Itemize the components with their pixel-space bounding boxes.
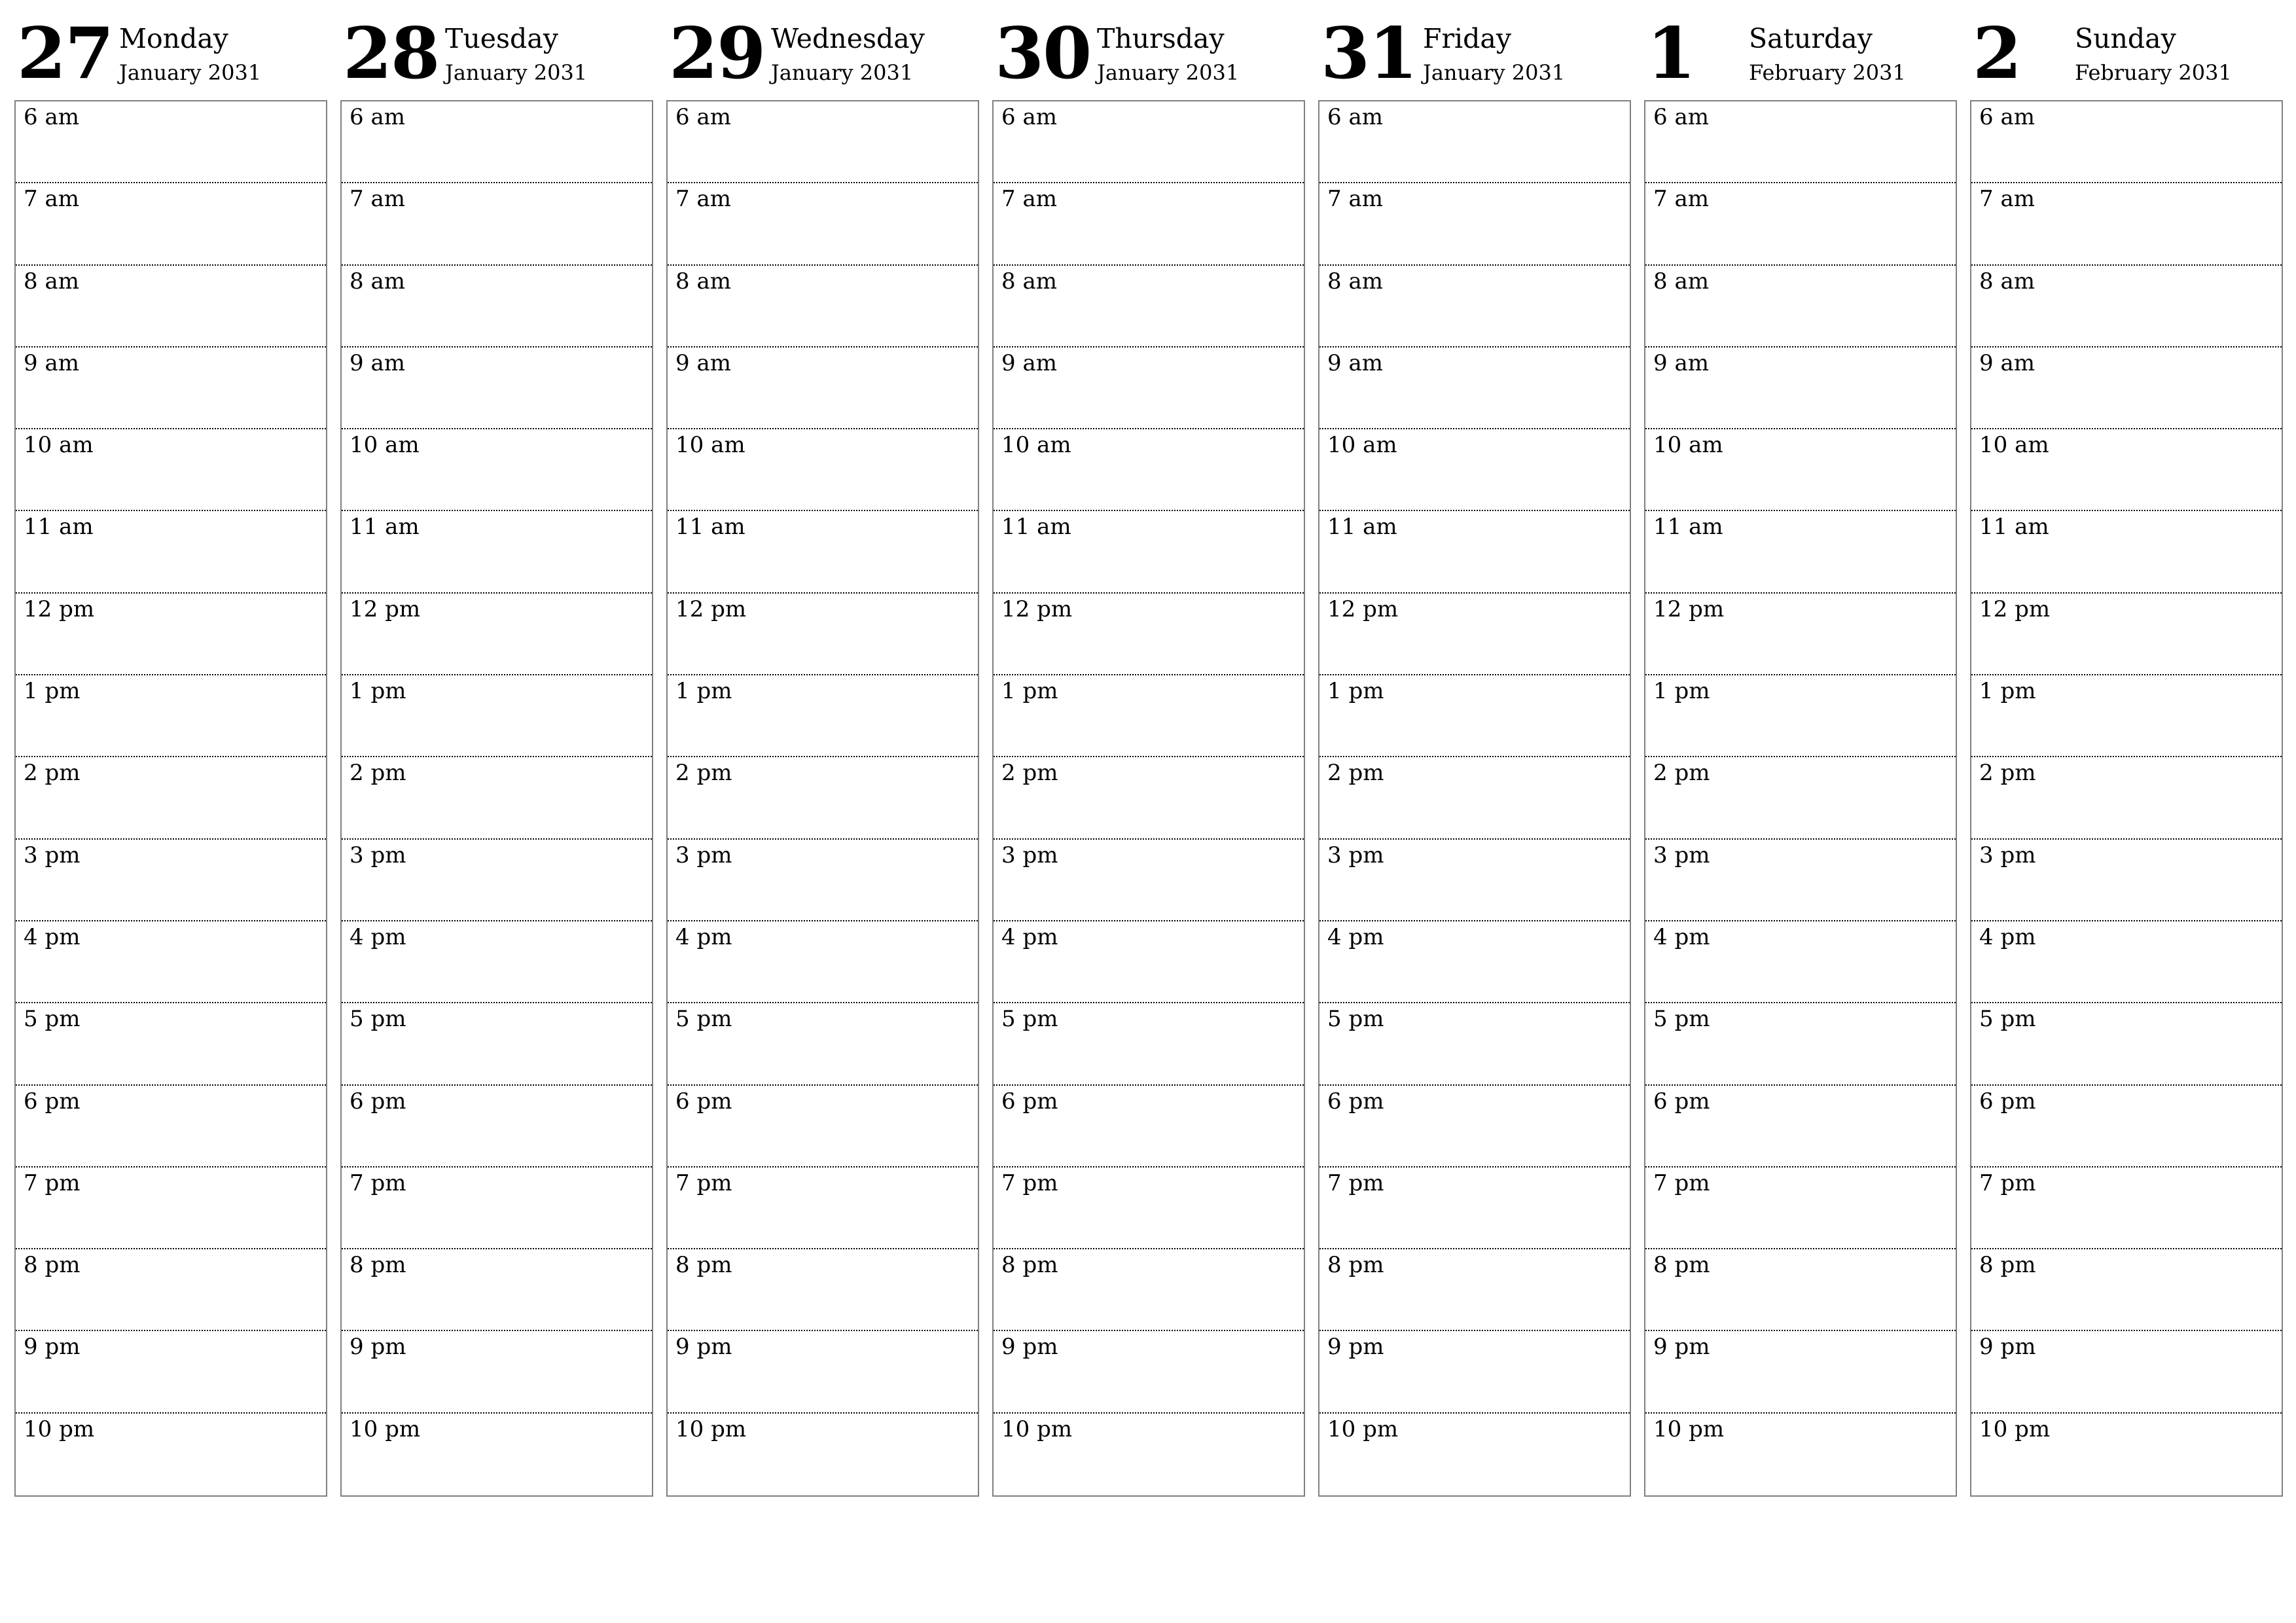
time-label: 3 pm [1653, 842, 1710, 868]
time-label: 9 pm [675, 1334, 732, 1361]
time-label: 6 am [1001, 104, 1057, 130]
time-slot[interactable] [994, 594, 1304, 675]
time-label: 7 pm [1001, 1169, 1058, 1196]
time-slot[interactable] [16, 183, 326, 265]
time-label: 6 am [1327, 104, 1383, 130]
time-slot[interactable] [1645, 348, 1956, 429]
time-slot[interactable] [16, 1249, 326, 1331]
time-slot[interactable] [342, 1414, 652, 1495]
time-slot[interactable] [1971, 1414, 2282, 1495]
time-label: 1 pm [1327, 678, 1384, 705]
time-label: 2 pm [24, 760, 81, 787]
time-label: 6 pm [24, 1088, 81, 1115]
day-header [666, 0, 979, 100]
time-slot[interactable] [668, 675, 978, 757]
time-slot[interactable] [668, 1168, 978, 1249]
time-slot[interactable] [342, 1168, 652, 1249]
time-slot[interactable] [1645, 1086, 1956, 1168]
time-label: 10 pm [1001, 1416, 1073, 1442]
time-label: 10 am [1653, 432, 1723, 459]
time-label: 8 pm [1653, 1252, 1710, 1279]
time-slot[interactable] [994, 183, 1304, 265]
time-label: 8 pm [1979, 1252, 2036, 1279]
time-label: 6 pm [675, 1088, 732, 1115]
time-slot[interactable] [994, 1249, 1304, 1331]
time-slot[interactable] [1971, 594, 2282, 675]
time-label: 5 pm [1001, 1006, 1058, 1033]
time-label: 4 pm [1327, 923, 1384, 950]
time-label: 4 pm [1979, 923, 2036, 950]
time-label: 8 pm [1327, 1252, 1384, 1279]
time-label: 5 pm [24, 1006, 81, 1033]
day-number: 30 [995, 12, 1091, 95]
time-label: 2 pm [1327, 760, 1384, 787]
time-label: 10 pm [1653, 1416, 1725, 1442]
time-label: 2 pm [350, 760, 406, 787]
time-label: 8 am [1979, 268, 2035, 294]
time-slot[interactable] [994, 511, 1304, 593]
day-number: 1 [1647, 12, 1695, 95]
time-slot[interactable] [1645, 840, 1956, 921]
time-label: 8 am [350, 268, 405, 294]
time-slot[interactable] [342, 183, 652, 265]
hour-grid [666, 100, 979, 1497]
time-slot[interactable] [1971, 348, 2282, 429]
time-slot[interactable] [994, 266, 1304, 348]
time-slot[interactable] [668, 266, 978, 348]
time-label: 9 pm [24, 1334, 81, 1361]
day-header [1970, 0, 2283, 100]
time-slot[interactable] [1645, 1331, 1956, 1413]
time-slot[interactable] [668, 594, 978, 675]
weekday-name: Thursday [1097, 23, 1225, 54]
month-year: January 2031 [771, 60, 914, 85]
time-label: 5 pm [1327, 1006, 1384, 1033]
time-slot[interactable] [1971, 266, 2282, 348]
time-slot[interactable] [668, 429, 978, 511]
time-label: 7 am [24, 186, 79, 213]
time-slot[interactable] [1971, 183, 2282, 265]
time-slot[interactable] [994, 840, 1304, 921]
time-label: 7 pm [1979, 1169, 2036, 1196]
time-slot[interactable] [1645, 266, 1956, 348]
time-label: 3 pm [24, 842, 81, 868]
time-label: 11 am [24, 514, 94, 541]
time-slot[interactable] [1645, 921, 1956, 1003]
time-label: 6 am [1653, 104, 1709, 130]
time-label: 8 am [1653, 268, 1709, 294]
time-label: 12 pm [24, 596, 95, 622]
time-label: 9 am [675, 349, 731, 376]
time-slot[interactable] [1645, 757, 1956, 839]
time-label: 3 pm [1327, 842, 1384, 868]
weekday-name: Wednesday [771, 23, 925, 54]
time-label: 5 pm [1653, 1006, 1710, 1033]
time-label: 3 pm [675, 842, 732, 868]
time-label: 10 am [1327, 432, 1397, 459]
time-slot[interactable] [1971, 675, 2282, 757]
time-label: 6 am [675, 104, 731, 130]
time-slot[interactable] [994, 1331, 1304, 1413]
time-slot[interactable] [1971, 921, 2282, 1003]
day-column-thursday [992, 0, 1305, 1442]
time-label: 3 pm [1001, 842, 1058, 868]
time-slot[interactable] [342, 921, 652, 1003]
time-label: 7 am [350, 186, 405, 213]
time-label: 7 am [1001, 186, 1057, 213]
hour-grid [340, 100, 653, 1497]
time-slot[interactable] [342, 1086, 652, 1168]
time-label: 9 am [350, 349, 405, 376]
time-slot[interactable] [994, 101, 1304, 183]
time-slot[interactable] [1971, 1249, 2282, 1331]
month-year: January 2031 [119, 60, 262, 85]
time-slot[interactable] [1971, 1086, 2282, 1168]
time-slot[interactable] [342, 266, 652, 348]
time-label: 4 pm [1653, 923, 1710, 950]
weekday-name: Tuesday [445, 23, 558, 54]
time-label: 4 pm [350, 923, 406, 950]
hour-grid [1970, 100, 2283, 1497]
time-slot[interactable] [994, 348, 1304, 429]
time-slot[interactable] [668, 348, 978, 429]
time-slot[interactable] [668, 101, 978, 183]
month-year: January 2031 [1423, 60, 1566, 85]
time-label: 5 pm [675, 1006, 732, 1033]
day-number: 27 [17, 12, 113, 95]
time-slot[interactable] [16, 757, 326, 839]
time-slot[interactable] [1319, 1249, 1630, 1331]
day-header [340, 0, 653, 100]
time-slot[interactable] [668, 1003, 978, 1085]
time-label: 6 am [1979, 104, 2035, 130]
time-slot[interactable] [16, 675, 326, 757]
time-label: 7 pm [1653, 1169, 1710, 1196]
time-slot[interactable] [16, 429, 326, 511]
time-label: 1 pm [1001, 678, 1058, 705]
time-slot[interactable] [994, 1086, 1304, 1168]
time-label: 10 pm [675, 1416, 747, 1442]
time-slot[interactable] [668, 183, 978, 265]
time-label: 1 pm [1653, 678, 1710, 705]
day-header [14, 0, 327, 100]
time-slot[interactable] [1645, 429, 1956, 511]
day-header [1644, 0, 1957, 100]
time-slot[interactable] [16, 1331, 326, 1413]
time-label: 9 am [1001, 349, 1057, 376]
hour-grid [14, 100, 327, 1497]
day-column-sunday [1970, 0, 2283, 1442]
time-slot[interactable] [668, 1414, 978, 1495]
time-slot[interactable] [1319, 429, 1630, 511]
time-slot[interactable] [342, 1331, 652, 1413]
time-label: 10 pm [1327, 1416, 1399, 1442]
time-label: 1 pm [675, 678, 732, 705]
time-label: 8 pm [675, 1252, 732, 1279]
time-label: 4 pm [24, 923, 81, 950]
time-slot[interactable] [1971, 511, 2282, 593]
day-column-wednesday [666, 0, 979, 1442]
time-label: 3 pm [1979, 842, 2036, 868]
time-label: 7 pm [675, 1169, 732, 1196]
time-slot[interactable] [1319, 1414, 1630, 1495]
time-slot[interactable] [994, 429, 1304, 511]
time-label: 10 am [350, 432, 420, 459]
time-slot[interactable] [1319, 1168, 1630, 1249]
time-label: 7 pm [24, 1169, 81, 1196]
time-label: 3 pm [350, 842, 406, 868]
time-slot[interactable] [1319, 266, 1630, 348]
day-header [1318, 0, 1631, 100]
time-label: 12 pm [1653, 596, 1725, 622]
time-slot[interactable] [16, 921, 326, 1003]
month-year: January 2031 [1097, 60, 1240, 85]
time-label: 4 pm [675, 923, 732, 950]
time-label: 8 am [1327, 268, 1383, 294]
time-slot[interactable] [668, 1249, 978, 1331]
time-label: 5 pm [1979, 1006, 2036, 1033]
time-slot[interactable] [1319, 757, 1630, 839]
time-slot[interactable] [1971, 1331, 2282, 1413]
time-label: 9 am [1327, 349, 1383, 376]
time-slot[interactable] [342, 1249, 652, 1331]
time-slot[interactable] [668, 511, 978, 593]
time-slot[interactable] [1645, 1003, 1956, 1085]
time-slot[interactable] [1971, 840, 2282, 921]
time-slot[interactable] [16, 1086, 326, 1168]
time-label: 6 am [350, 104, 405, 130]
time-label: 5 pm [350, 1006, 406, 1033]
time-label: 10 am [1001, 432, 1071, 459]
time-slot[interactable] [668, 1086, 978, 1168]
time-label: 6 pm [350, 1088, 406, 1115]
time-slot[interactable] [16, 594, 326, 675]
time-slot[interactable] [668, 840, 978, 921]
hour-grid [1318, 100, 1631, 1497]
time-slot[interactable] [1971, 757, 2282, 839]
time-slot[interactable] [668, 757, 978, 839]
time-label: 12 pm [1001, 596, 1073, 622]
time-slot[interactable] [1645, 594, 1956, 675]
time-label: 7 am [1327, 186, 1383, 213]
time-slot[interactable] [342, 757, 652, 839]
day-column-tuesday [340, 0, 653, 1442]
time-slot[interactable] [342, 675, 652, 757]
time-label: 6 pm [1001, 1088, 1058, 1115]
time-slot[interactable] [16, 101, 326, 183]
time-label: 10 pm [24, 1416, 95, 1442]
day-header [992, 0, 1305, 100]
day-number: 2 [1973, 12, 2021, 95]
time-label: 1 pm [24, 678, 81, 705]
time-label: 8 pm [350, 1252, 406, 1279]
time-label: 7 am [675, 186, 731, 213]
month-year: February 2031 [1749, 60, 1906, 85]
time-slot[interactable] [1319, 183, 1630, 265]
time-slot[interactable] [1319, 1331, 1630, 1413]
time-slot[interactable] [16, 511, 326, 593]
weekday-name: Monday [119, 23, 228, 54]
time-label: 11 am [1653, 514, 1723, 541]
time-slot[interactable] [1971, 1168, 2282, 1249]
time-slot[interactable] [1645, 511, 1956, 593]
time-slot[interactable] [1645, 1249, 1956, 1331]
time-slot[interactable] [1645, 1168, 1956, 1249]
month-year: January 2031 [445, 60, 588, 85]
time-label: 6 am [24, 104, 79, 130]
time-label: 9 am [24, 349, 79, 376]
month-year: February 2031 [2075, 60, 2232, 85]
time-slot[interactable] [1645, 101, 1956, 183]
time-slot[interactable] [1319, 1086, 1630, 1168]
time-slot[interactable] [342, 840, 652, 921]
day-column-saturday [1644, 0, 1957, 1442]
time-slot[interactable] [16, 348, 326, 429]
time-slot[interactable] [994, 757, 1304, 839]
time-slot[interactable] [1319, 511, 1630, 593]
hour-grid [992, 100, 1305, 1497]
time-label: 7 pm [1327, 1169, 1384, 1196]
weekday-name: Saturday [1749, 23, 1873, 54]
time-slot[interactable] [16, 1168, 326, 1249]
time-slot[interactable] [342, 101, 652, 183]
time-label: 12 pm [1327, 596, 1399, 622]
time-slot[interactable] [668, 921, 978, 1003]
time-label: 6 pm [1327, 1088, 1384, 1115]
time-label: 1 pm [350, 678, 406, 705]
weekday-name: Friday [1423, 23, 1512, 54]
time-slot[interactable] [342, 348, 652, 429]
time-label: 8 am [675, 268, 731, 294]
weekday-name: Sunday [2075, 23, 2176, 54]
time-label: 11 am [1001, 514, 1071, 541]
time-slot[interactable] [1971, 101, 2282, 183]
time-label: 12 pm [675, 596, 747, 622]
time-slot[interactable] [994, 921, 1304, 1003]
time-label: 10 pm [1979, 1416, 2051, 1442]
time-label: 10 pm [350, 1416, 421, 1442]
time-label: 9 pm [350, 1334, 406, 1361]
time-slot[interactable] [16, 266, 326, 348]
time-label: 8 pm [1001, 1252, 1058, 1279]
time-label: 9 pm [1653, 1334, 1710, 1361]
time-slot[interactable] [994, 1414, 1304, 1495]
time-slot[interactable] [16, 1414, 326, 1495]
time-slot[interactable] [994, 1003, 1304, 1085]
time-label: 9 pm [1979, 1334, 2036, 1361]
time-label: 8 am [1001, 268, 1057, 294]
time-slot[interactable] [1319, 594, 1630, 675]
time-label: 7 am [1653, 186, 1709, 213]
time-label: 9 pm [1001, 1334, 1058, 1361]
time-label: 2 pm [1653, 760, 1710, 787]
day-number: 29 [669, 12, 765, 95]
time-slot[interactable] [994, 1168, 1304, 1249]
time-slot[interactable] [668, 1331, 978, 1413]
time-slot[interactable] [1319, 348, 1630, 429]
time-label: 9 am [1653, 349, 1709, 376]
time-label: 2 pm [1979, 760, 2036, 787]
time-slot[interactable] [1645, 183, 1956, 265]
time-label: 4 pm [1001, 923, 1058, 950]
time-label: 11 am [675, 514, 745, 541]
time-label: 9 am [1979, 349, 2035, 376]
time-label: 12 pm [350, 596, 421, 622]
time-label: 7 am [1979, 186, 2035, 213]
time-slot[interactable] [1319, 675, 1630, 757]
time-slot[interactable] [1319, 921, 1630, 1003]
time-slot[interactable] [342, 594, 652, 675]
time-label: 9 pm [1327, 1334, 1384, 1361]
time-label: 2 pm [675, 760, 732, 787]
time-label: 11 am [1979, 514, 2049, 541]
time-label: 1 pm [1979, 678, 2036, 705]
time-label: 8 pm [24, 1252, 81, 1279]
day-number: 31 [1321, 12, 1417, 95]
time-label: 12 pm [1979, 596, 2051, 622]
time-label: 7 pm [350, 1169, 406, 1196]
day-column-friday [1318, 0, 1631, 1442]
time-label: 10 am [24, 432, 94, 459]
time-label: 11 am [350, 514, 420, 541]
time-slot[interactable] [16, 1003, 326, 1085]
time-label: 6 pm [1979, 1088, 2036, 1115]
hour-grid [1644, 100, 1957, 1497]
time-slot[interactable] [342, 1003, 652, 1085]
day-column-monday [14, 0, 327, 1442]
time-slot[interactable] [1645, 1414, 1956, 1495]
time-slot[interactable] [342, 511, 652, 593]
time-slot[interactable] [342, 429, 652, 511]
time-label: 11 am [1327, 514, 1397, 541]
day-number: 28 [343, 12, 439, 95]
time-label: 10 am [1979, 432, 2049, 459]
time-label: 6 pm [1653, 1088, 1710, 1115]
time-slot[interactable] [1319, 840, 1630, 921]
time-label: 10 am [675, 432, 745, 459]
time-label: 2 pm [1001, 760, 1058, 787]
time-slot[interactable] [1319, 1003, 1630, 1085]
time-slot[interactable] [1971, 1003, 2282, 1085]
time-slot[interactable] [16, 840, 326, 921]
time-label: 8 am [24, 268, 79, 294]
time-slot[interactable] [1319, 101, 1630, 183]
time-slot[interactable] [1645, 675, 1956, 757]
time-slot[interactable] [994, 675, 1304, 757]
time-slot[interactable] [1971, 429, 2282, 511]
